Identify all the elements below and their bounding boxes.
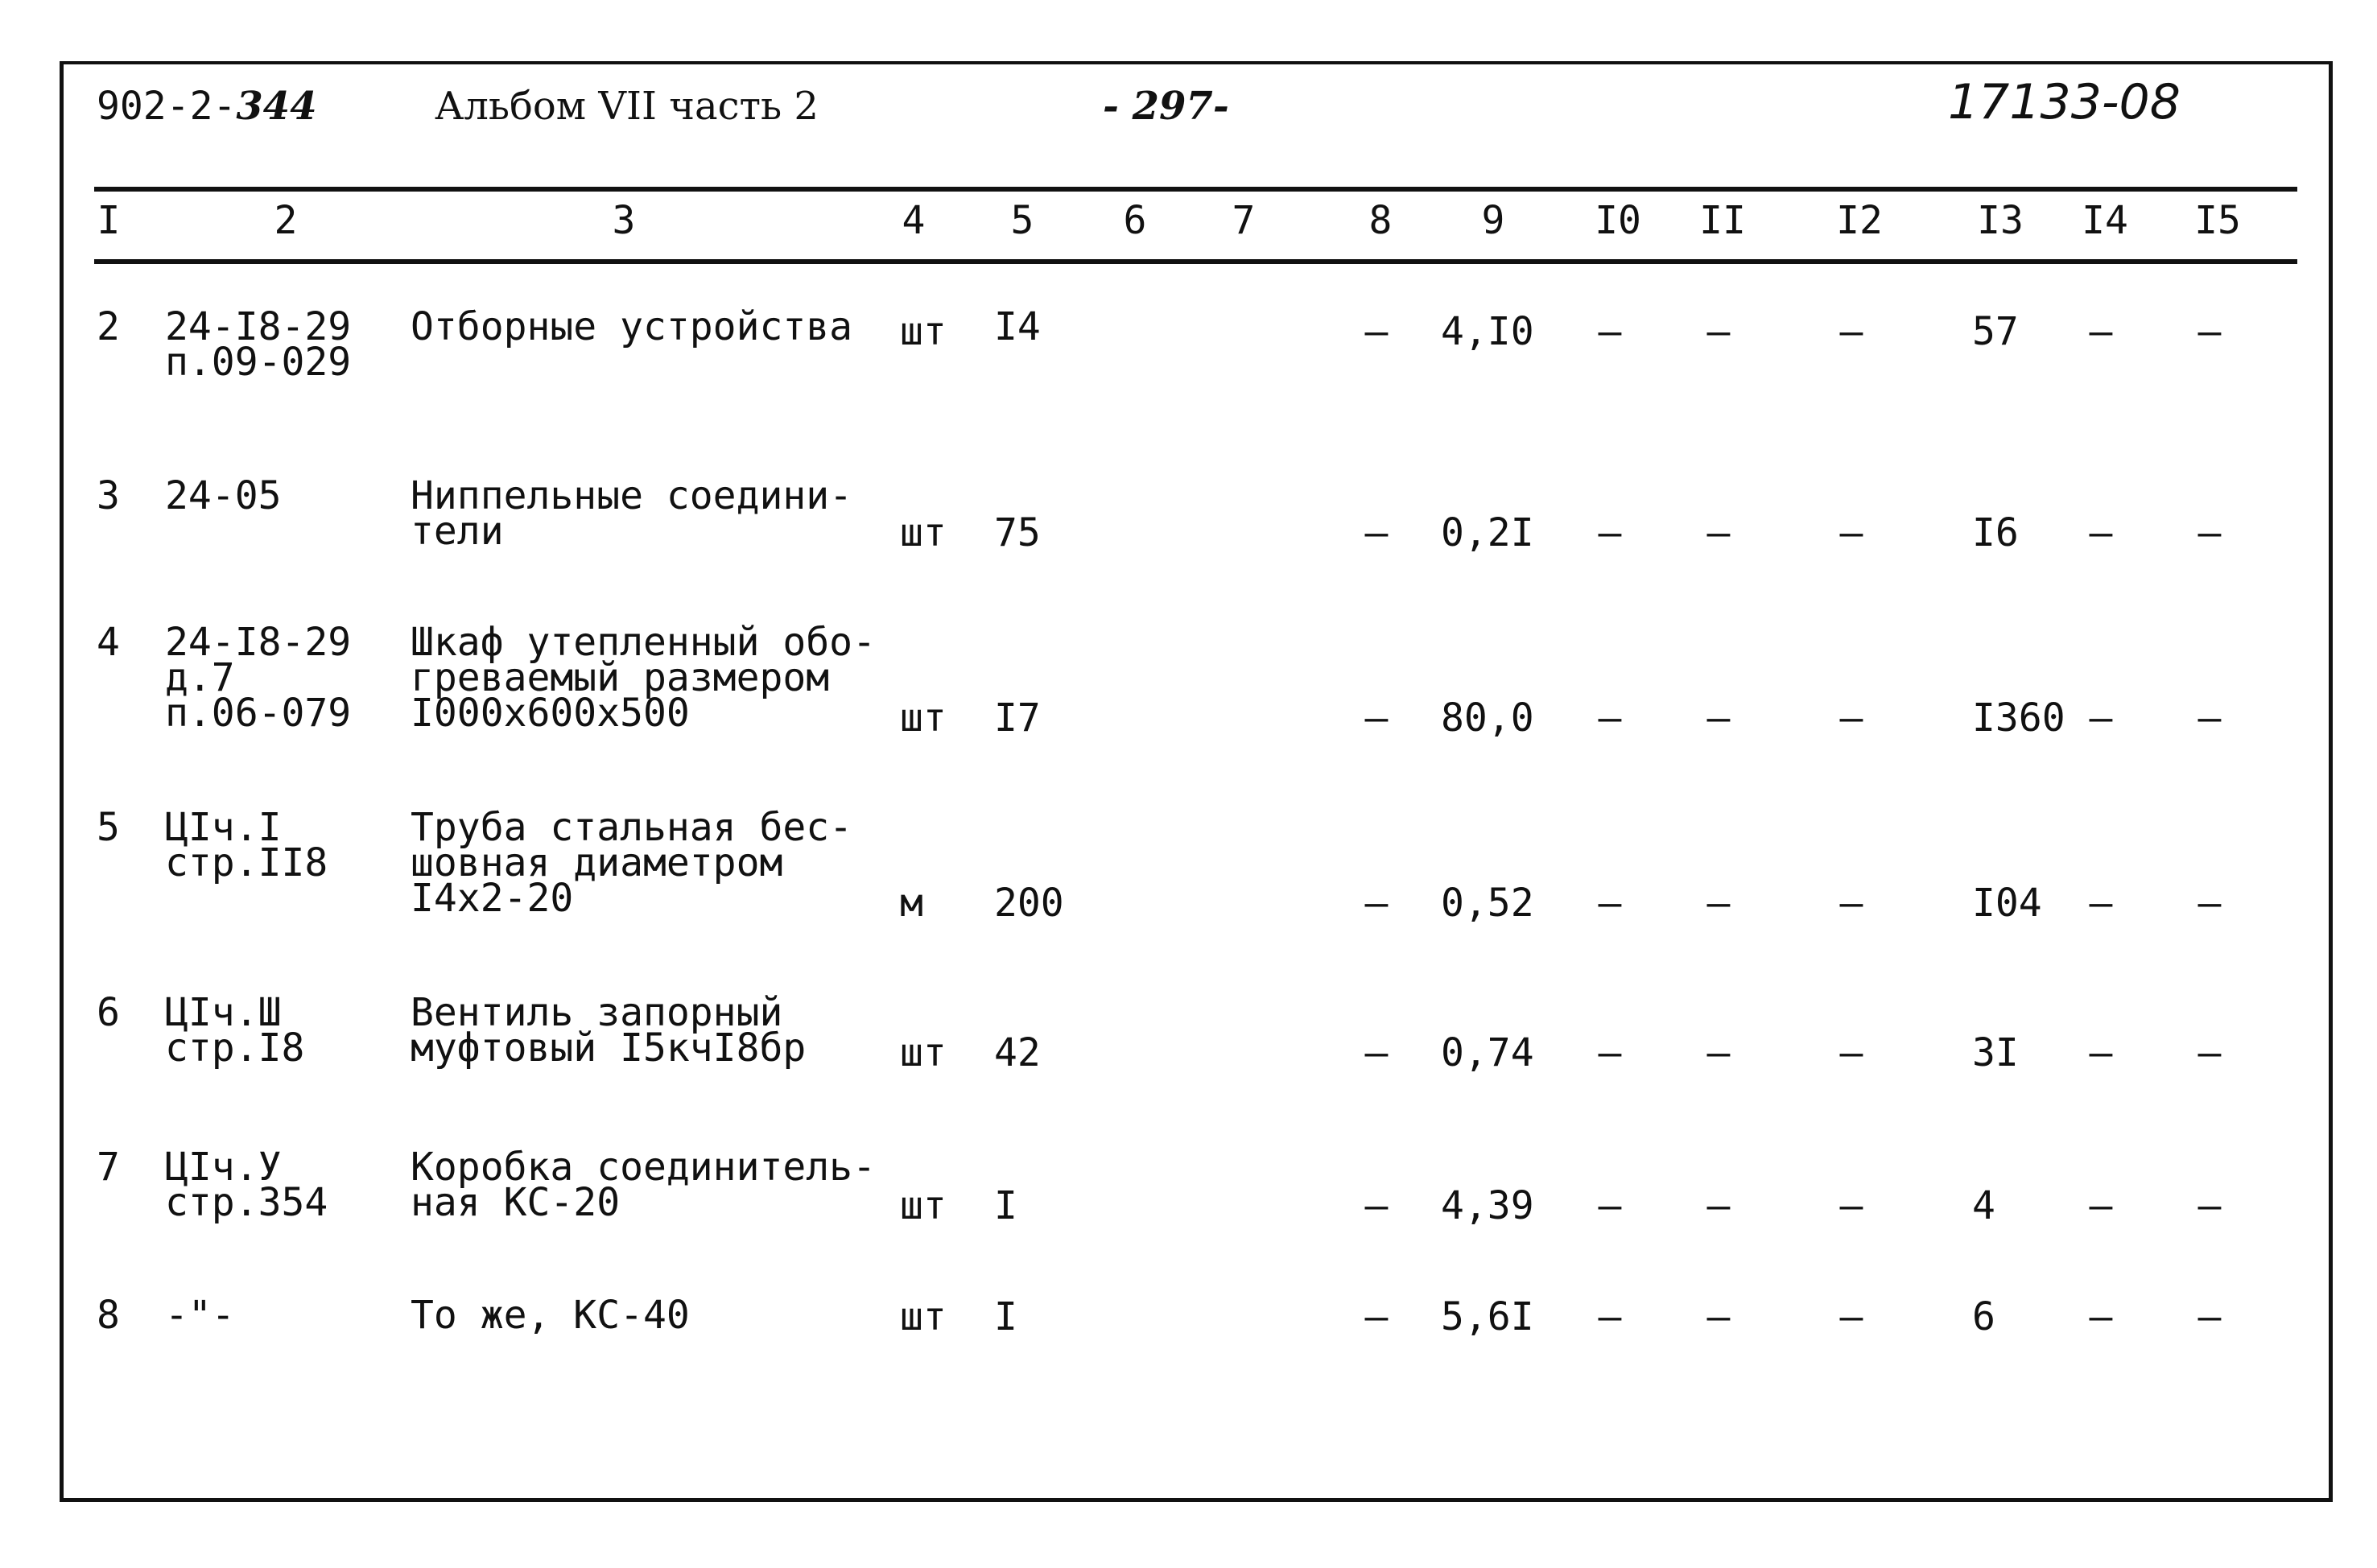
col10-cell: – bbox=[1598, 1294, 1622, 1339]
col15-cell: – bbox=[2197, 510, 2222, 555]
column-number-11: II bbox=[1699, 198, 1746, 243]
column-number-3: 3 bbox=[612, 198, 636, 243]
col9-cell: 4,I0 bbox=[1441, 309, 1534, 354]
col14-cell: – bbox=[2089, 510, 2113, 555]
col10-cell: – bbox=[1598, 695, 1622, 741]
col13-cell: I04 bbox=[1972, 881, 2042, 926]
col10-cell: – bbox=[1598, 309, 1622, 354]
header-top-rule bbox=[94, 187, 2297, 192]
col9-cell: 0,74 bbox=[1441, 1030, 1534, 1075]
reference-cell: 24-I8-29 д.7 п.06-079 bbox=[165, 620, 352, 736]
column-number-15: I5 bbox=[2194, 198, 2241, 243]
page-frame bbox=[60, 61, 2333, 1502]
quantity-cell: 200 bbox=[994, 881, 1064, 926]
col13-cell: 57 bbox=[1972, 309, 2019, 354]
row-number: 4 bbox=[97, 620, 120, 665]
unit-cell: шт bbox=[900, 309, 947, 354]
item-name-cell: То же, КС-40 bbox=[411, 1293, 690, 1338]
album-title: Альбом VII часть 2 bbox=[435, 84, 819, 129]
item-name-cell: Коробка соединитель- ная КС-20 bbox=[411, 1145, 876, 1225]
col14-cell: – bbox=[2089, 1030, 2113, 1075]
col14-cell: – bbox=[2089, 1294, 2113, 1339]
column-number-6: 6 bbox=[1123, 198, 1147, 243]
col9-cell: 5,6I bbox=[1441, 1294, 1534, 1339]
quantity-cell: 42 bbox=[994, 1030, 1041, 1075]
col9-cell: 4,39 bbox=[1441, 1183, 1534, 1228]
reference-cell: ЦIч.I стр.II8 bbox=[165, 805, 328, 885]
col15-cell: – bbox=[2197, 881, 2222, 926]
quantity-cell: I bbox=[994, 1183, 1017, 1228]
col15-cell: – bbox=[2197, 1030, 2222, 1075]
item-name-cell: Отборные устройства bbox=[411, 304, 853, 349]
col15-cell: – bbox=[2197, 1183, 2222, 1228]
col12-cell: – bbox=[1839, 1183, 1863, 1228]
unit-cell: шт bbox=[900, 1030, 947, 1075]
column-number-5: 5 bbox=[1010, 198, 1034, 243]
col12-cell: – bbox=[1839, 1030, 1863, 1075]
quantity-cell: I7 bbox=[994, 695, 1041, 741]
item-name-cell: Шкаф утепленный обо- греваемый размером I000x600x500 bbox=[411, 620, 876, 736]
unit-cell: шт bbox=[900, 1294, 947, 1339]
col13-cell: I360 bbox=[1972, 695, 2065, 741]
col8-cell: – bbox=[1364, 1030, 1389, 1075]
col12-cell: – bbox=[1839, 695, 1863, 741]
col11-cell: – bbox=[1706, 510, 1731, 555]
col15-cell: – bbox=[2197, 1294, 2222, 1339]
quantity-cell: I bbox=[994, 1294, 1017, 1339]
column-number-8: 8 bbox=[1368, 198, 1393, 243]
col10-cell: – bbox=[1598, 510, 1622, 555]
item-name-cell: Труба стальная бес- шовная диаметром I4x2-20 bbox=[411, 805, 853, 921]
column-number-9: 9 bbox=[1481, 198, 1505, 243]
col13-cell: 3I bbox=[1972, 1030, 2019, 1075]
col11-cell: – bbox=[1706, 695, 1731, 741]
col8-cell: – bbox=[1364, 1294, 1389, 1339]
col14-cell: – bbox=[2089, 695, 2113, 741]
col9-cell: 0,52 bbox=[1441, 881, 1534, 926]
col13-cell: I6 bbox=[1972, 510, 2019, 555]
col12-cell: – bbox=[1839, 881, 1863, 926]
row-number: 3 bbox=[97, 473, 120, 518]
col9-cell: 0,2I bbox=[1441, 510, 1534, 555]
col10-cell: – bbox=[1598, 881, 1622, 926]
col12-cell: – bbox=[1839, 309, 1863, 354]
col14-cell: – bbox=[2089, 309, 2113, 354]
row-number: 2 bbox=[97, 304, 120, 349]
col15-cell: – bbox=[2197, 695, 2222, 741]
column-number-4: 4 bbox=[902, 198, 926, 243]
row-number: 7 bbox=[97, 1145, 120, 1190]
unit-cell: шт bbox=[900, 695, 947, 741]
reference-cell: 24-I8-29 п.09-029 bbox=[165, 304, 352, 385]
column-number-10: I0 bbox=[1595, 198, 1641, 243]
reference-cell: 24-05 bbox=[165, 473, 282, 518]
column-number-12: I2 bbox=[1836, 198, 1883, 243]
col11-cell: – bbox=[1706, 1030, 1731, 1075]
doc-code: 902-2-344 bbox=[97, 84, 317, 129]
row-number: 5 bbox=[97, 805, 120, 850]
col10-cell: – bbox=[1598, 1030, 1622, 1075]
col12-cell: – bbox=[1839, 1294, 1863, 1339]
col11-cell: – bbox=[1706, 881, 1731, 926]
col8-cell: – bbox=[1364, 695, 1389, 741]
col14-cell: – bbox=[2089, 881, 2113, 926]
reference-cell: -"- bbox=[165, 1293, 235, 1338]
column-number-14: I4 bbox=[2082, 198, 2128, 243]
row-number: 8 bbox=[97, 1293, 120, 1338]
col15-cell: – bbox=[2197, 309, 2222, 354]
unit-cell: шт bbox=[900, 1183, 947, 1228]
item-name-cell: Вентиль запорный муфтовый I5кчI8бр bbox=[411, 990, 807, 1071]
col8-cell: – bbox=[1364, 881, 1389, 926]
unit-cell: шт bbox=[900, 510, 947, 555]
col8-cell: – bbox=[1364, 309, 1389, 354]
col12-cell: – bbox=[1839, 510, 1863, 555]
col9-cell: 80,0 bbox=[1441, 695, 1534, 741]
column-number-1: I bbox=[97, 198, 121, 243]
unit-cell: м bbox=[900, 881, 923, 926]
reference-cell: ЦIч.Ш стр.I8 bbox=[165, 990, 305, 1071]
column-number-7: 7 bbox=[1232, 198, 1256, 243]
column-number-2: 2 bbox=[274, 198, 298, 243]
reference-cell: ЦIч.У стр.354 bbox=[165, 1145, 328, 1225]
quantity-cell: I4 bbox=[994, 304, 1041, 349]
col11-cell: – bbox=[1706, 309, 1731, 354]
col14-cell: – bbox=[2089, 1183, 2113, 1228]
col8-cell: – bbox=[1364, 510, 1389, 555]
col13-cell: 6 bbox=[1972, 1294, 1995, 1339]
col11-cell: – bbox=[1706, 1183, 1731, 1228]
header-bottom-rule bbox=[94, 259, 2297, 264]
archive-number: 17133-08 bbox=[1948, 74, 2181, 130]
item-name-cell: Ниппельные соедини- тели bbox=[411, 473, 853, 554]
col13-cell: 4 bbox=[1972, 1183, 1995, 1228]
page-number: - 297- bbox=[1103, 84, 1229, 129]
col10-cell: – bbox=[1598, 1183, 1622, 1228]
col11-cell: – bbox=[1706, 1294, 1731, 1339]
quantity-cell: 75 bbox=[994, 510, 1041, 555]
col8-cell: – bbox=[1364, 1183, 1389, 1228]
column-number-13: I3 bbox=[1977, 198, 2024, 243]
row-number: 6 bbox=[97, 990, 120, 1035]
